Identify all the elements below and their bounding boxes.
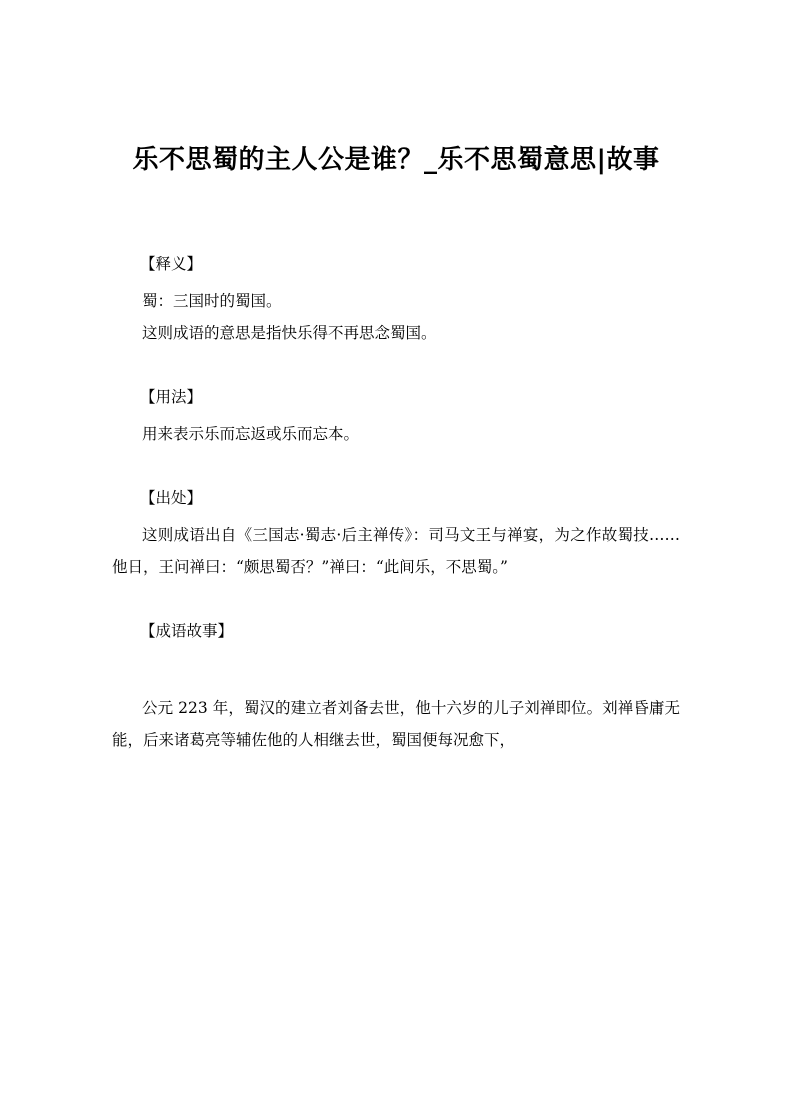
spacer — [112, 349, 680, 383]
section-heading: 【成语故事】 — [140, 622, 234, 641]
section-paragraph: 公元 223 年，蜀汉的建立者刘备去世，他十六岁的儿子刘禅即位。刘禅昏庸无能，后来诸葛亮等辅佐他的人相继去世，蜀国便每况愈下， — [112, 698, 680, 749]
section-usage — [112, 383, 680, 450]
story-body — [112, 693, 680, 757]
section-heading: 【用法】 — [140, 388, 203, 407]
section-paragraph: 蜀：三国时的蜀国。 — [142, 291, 282, 310]
spacer — [112, 583, 680, 617]
section-source — [112, 484, 680, 583]
section-story — [112, 617, 680, 756]
section-paragraph: 用来表示乐而忘返或乐而忘本。 — [142, 424, 360, 443]
section-heading: 【释义】 — [140, 255, 203, 274]
section-paragraph: 这则成语的意思是指快乐得不再思念蜀国。 — [142, 323, 437, 342]
page-title: 乐不思蜀的主人公是谁？_乐不思蜀意思|故事 — [132, 145, 660, 175]
document-body — [0, 250, 792, 756]
section-definition — [112, 250, 680, 349]
spacer — [112, 450, 680, 484]
section-heading: 【出处】 — [140, 489, 203, 508]
section-paragraph: 这则成语出自《三国志·蜀志·后主禅传》：司马文王与禅宴，为之作故蜀技……他日，王问禅曰：“颇思蜀否？”禅曰：“此间乐，不思蜀。” — [112, 525, 680, 576]
